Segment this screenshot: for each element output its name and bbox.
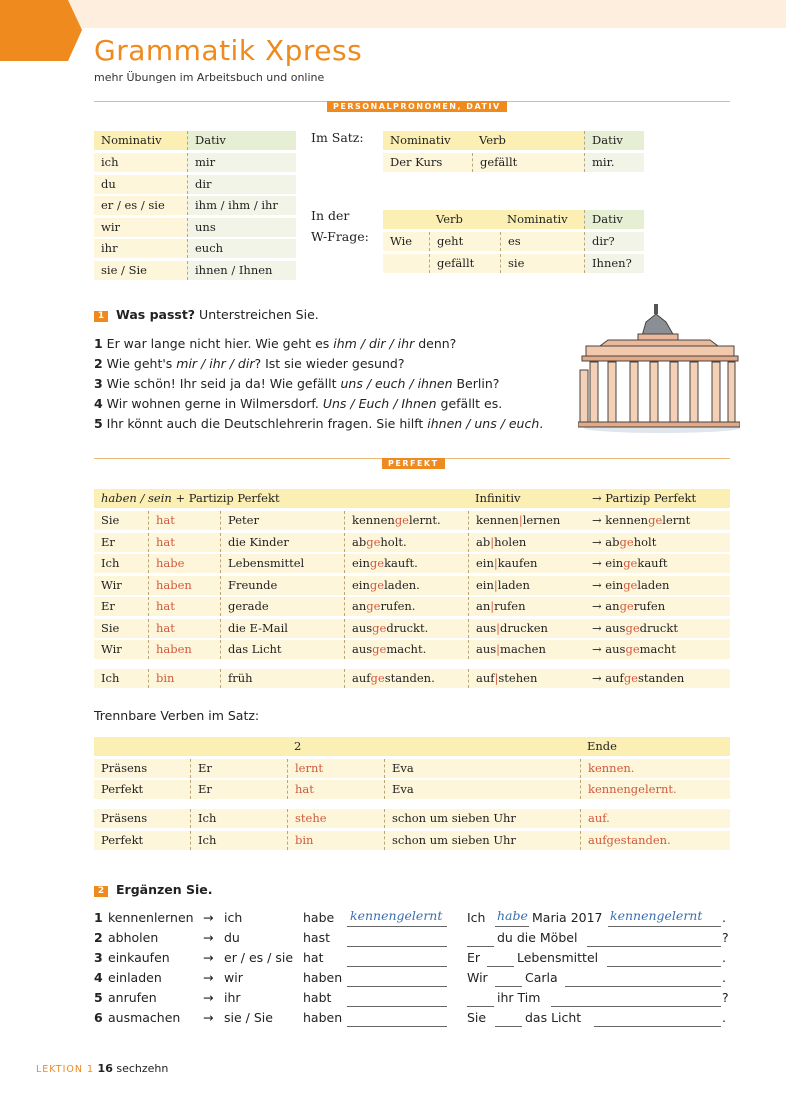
trenn-row <box>94 780 730 799</box>
item-text-pre: Er war lange nicht hier. Wie geht es <box>102 336 334 351</box>
partizip-perfekt: → kennengelernt <box>585 511 730 530</box>
exercise-1-instruction: Unterstreichen Sie. <box>199 307 319 322</box>
ex2-number: 2 <box>94 930 103 945</box>
ex2-pronoun: du <box>224 930 240 945</box>
item-options: uns / euch / ihnen <box>340 376 453 391</box>
item-text-post: gefällt es. <box>436 396 503 411</box>
subject: Wir <box>94 640 148 659</box>
exercise-number: 1 <box>94 311 108 322</box>
w-frage-row <box>383 232 644 251</box>
ex2-pronoun: er / es / sie <box>224 950 294 965</box>
ex2-number: 4 <box>94 970 103 985</box>
w-frage-header <box>383 210 644 229</box>
ex2-answer-field <box>347 992 447 1007</box>
object: die Kinder <box>220 533 344 552</box>
ex2-participle-answer: kennengelernt <box>610 908 703 923</box>
subject: Er <box>94 533 148 552</box>
perfekt-row <box>94 576 730 595</box>
partizip: angerufen. <box>344 597 468 616</box>
ex2-sentence-start: Wir <box>467 970 488 985</box>
ex2-aux: haben <box>303 1010 343 1025</box>
trenn-row <box>94 809 730 828</box>
position-2: 2 <box>287 737 384 756</box>
ex2-punct: ? <box>722 930 729 945</box>
table-cell: dir <box>187 175 296 194</box>
ex2-participle-blank <box>565 972 721 987</box>
ex2-sentence-mid: du die Möbel <box>497 930 578 945</box>
ex2-aux: haben <box>303 970 343 985</box>
table-cell <box>383 210 429 229</box>
ex2-sentence-mid: Lebensmittel <box>517 950 599 965</box>
ex2-pronoun: ich <box>224 910 243 925</box>
auxiliary: habe <box>148 554 220 573</box>
partizip-perfekt: → ausgedruckt <box>585 619 730 638</box>
partizip-perfekt: → eingekauft <box>585 554 730 573</box>
partizip: kennengelernt. <box>344 511 468 530</box>
table-cell: Perfekt <box>94 780 190 799</box>
ex2-arrow: → <box>203 1010 214 1025</box>
perfekt-row <box>94 511 730 530</box>
item-options: ihnen / uns / euch <box>427 416 540 431</box>
table-cell: hat <box>287 780 384 799</box>
pronoun-row <box>94 196 296 215</box>
table-cell: gefällt <box>472 153 584 172</box>
table-cell <box>383 254 429 273</box>
infinitiv: ein|laden <box>468 576 585 595</box>
subject: Sie <box>94 511 148 530</box>
ex2-arrow: → <box>203 930 214 945</box>
table-cell: bin <box>287 831 384 850</box>
table-cell: kennen. <box>580 759 730 778</box>
ex2-aux-answer: habe <box>497 908 528 923</box>
perfekt-row <box>94 533 730 552</box>
table-cell: ihr <box>94 239 187 258</box>
object: gerade <box>220 597 344 616</box>
item-options: ihm / dir / ihr <box>333 336 415 351</box>
trenn-row <box>94 759 730 778</box>
im-satz-label: Im Satz: <box>311 130 364 145</box>
perfekt-row-sein <box>94 669 730 688</box>
subject: Ich <box>94 554 148 573</box>
ex2-verb: kennenlernen <box>108 910 194 925</box>
table-cell: Präsens <box>94 759 190 778</box>
auxiliary: haben <box>148 640 220 659</box>
table-cell: geht <box>429 232 500 251</box>
header-partizip-perfekt: → Partizip Perfekt <box>585 489 730 508</box>
table-cell: schon um sieben Uhr <box>384 809 580 828</box>
header-infinitiv: Infinitiv <box>468 489 585 508</box>
ex2-punct: . <box>722 1010 726 1025</box>
page-subtitle: mehr Übungen im Arbeitsbuch und online <box>94 71 325 84</box>
im-satz-header <box>383 131 644 150</box>
ex2-aux-blank <box>495 972 522 987</box>
table-cell <box>384 737 580 756</box>
item-number: 1 <box>94 336 103 351</box>
infinitiv: aus|drucken <box>468 619 585 638</box>
table-cell: stehe <box>287 809 384 828</box>
infinitiv: an|rufen <box>468 597 585 616</box>
item-options: mir / ihr / dir <box>176 356 255 371</box>
exercise-1-bold: Was passt? <box>116 307 196 322</box>
table-cell: Dativ <box>584 210 644 229</box>
perfekt-row <box>94 640 730 659</box>
table-cell: es <box>500 232 584 251</box>
item-text-pre: Wir wohnen gerne in Wilmersdorf. <box>102 396 323 411</box>
footer-page-number: 16 <box>97 1062 113 1075</box>
ex2-aux-blank <box>487 952 514 967</box>
ex2-sentence-start: Er <box>467 950 481 965</box>
ex2-verb: ausmachen <box>108 1010 181 1025</box>
table-cell: aufgestanden. <box>580 831 730 850</box>
exercise-1-heading <box>94 307 319 322</box>
table-cell: mir <box>187 153 296 172</box>
table-cell <box>190 737 287 756</box>
ex2-verb: anrufen <box>108 990 157 1005</box>
exercise-2-heading <box>94 882 213 897</box>
ex2-sentence-mid: Maria 2017 <box>532 910 603 925</box>
auxiliary: hat <box>148 533 220 552</box>
table-cell: Ich <box>190 809 287 828</box>
item-number: 4 <box>94 396 103 411</box>
ex2-arrow: → <box>203 910 214 925</box>
ex2-number: 3 <box>94 950 103 965</box>
item-text-post: ? Ist sie wieder gesund? <box>254 356 405 371</box>
table-cell: Der Kurs <box>383 153 472 172</box>
partizip-perfekt: → abgeholt <box>585 533 730 552</box>
subject: Ich <box>94 669 148 688</box>
ex2-number: 6 <box>94 1010 103 1025</box>
exercise-1-item <box>94 396 502 411</box>
ex2-answer-field <box>347 932 447 947</box>
auxiliary: hat <box>148 597 220 616</box>
exercise-number-2: 2 <box>94 886 108 897</box>
object: Peter <box>220 511 344 530</box>
table-cell: uns <box>187 218 296 237</box>
table-cell: auf. <box>580 809 730 828</box>
pronoun-header-row <box>94 131 296 150</box>
ex2-punct: . <box>722 970 726 985</box>
object: früh <box>220 669 344 688</box>
ex2-aux-blank <box>467 932 494 947</box>
auxiliary: hat <box>148 511 220 530</box>
partizip: eingekauft. <box>344 554 468 573</box>
object: die E-Mail <box>220 619 344 638</box>
table-cell: euch <box>187 239 296 258</box>
ex2-participle-blank <box>608 908 721 927</box>
infinitiv: auf|stehen <box>468 669 585 688</box>
ex2-arrow: → <box>203 970 214 985</box>
perfekt-row <box>94 554 730 573</box>
ex2-answer-field <box>347 1012 447 1027</box>
table-cell: schon um sieben Uhr <box>384 831 580 850</box>
table-cell: Ich <box>190 831 287 850</box>
footer <box>36 1062 168 1075</box>
table-cell: Verb <box>429 210 500 229</box>
ex2-pronoun: ihr <box>224 990 241 1005</box>
object: das Licht <box>220 640 344 659</box>
table-cell: Nominativ <box>94 131 187 150</box>
position-end: Ende <box>580 737 730 756</box>
chapter-tab <box>0 0 82 61</box>
partizip: eingeladen. <box>344 576 468 595</box>
footer-page-word: sechzehn <box>116 1062 169 1075</box>
ex2-participle-blank <box>551 992 721 1007</box>
ex2-punct: . <box>722 910 726 925</box>
table-cell: sie / Sie <box>94 261 187 280</box>
item-number: 2 <box>94 356 103 371</box>
section-label-perfekt: PERFEKT <box>382 458 445 469</box>
ex2-pronoun: sie / Sie <box>224 1010 273 1025</box>
infinitiv: kennen|lernen <box>468 511 585 530</box>
exercise-1-item <box>94 376 499 391</box>
table-cell: Verb <box>472 131 584 150</box>
ex2-answer-field <box>347 972 447 987</box>
pronoun-row <box>94 239 296 258</box>
table-cell: ihnen / Ihnen <box>187 261 296 280</box>
perfekt-row <box>94 597 730 616</box>
ex2-number: 5 <box>94 990 103 1005</box>
im-satz-row <box>383 153 644 172</box>
ex2-aux-blank <box>495 908 529 927</box>
exercise-1-item <box>94 356 404 371</box>
table-cell: dir? <box>584 232 644 251</box>
subject: Wir <box>94 576 148 595</box>
pronoun-row <box>94 261 296 280</box>
ex2-arrow: → <box>203 950 214 965</box>
ex2-aux: hast <box>303 930 330 945</box>
table-cell: lernt <box>287 759 384 778</box>
auxiliary: bin <box>148 669 220 688</box>
perfekt-header-left <box>94 489 468 508</box>
trenn-row <box>94 831 730 850</box>
ex2-punct: ? <box>722 990 729 1005</box>
page-title: Grammatik Xpress <box>94 34 363 67</box>
infinitiv: ein|kaufen <box>468 554 585 573</box>
item-text-pre: Ihr könnt auch die Deutschlehrerin fragen. Sie hilft <box>102 416 428 431</box>
top-band <box>0 0 786 28</box>
header-haben-sein: haben / sein <box>101 491 172 505</box>
ex2-answer-field <box>347 908 447 927</box>
table-cell: Wie <box>383 232 429 251</box>
ex2-pronoun: wir <box>224 970 243 985</box>
table-cell: Präsens <box>94 809 190 828</box>
ex2-aux: habt <box>303 990 332 1005</box>
ex2-punct: . <box>722 950 726 965</box>
header-partizip: + Partizip Perfekt <box>171 491 280 505</box>
item-text-post: Berlin? <box>452 376 500 391</box>
ex2-verb: einkaufen <box>108 950 170 965</box>
partizip: abgeholt. <box>344 533 468 552</box>
brandenburg-gate-illustration <box>578 300 740 435</box>
item-text-post: . <box>539 416 544 431</box>
exercise-2-instruction: Ergänzen Sie. <box>116 882 213 897</box>
partizip: aufgestanden. <box>344 669 468 688</box>
auxiliary: hat <box>148 619 220 638</box>
table-cell: Nominativ <box>383 131 472 150</box>
item-text-pre: Wie geht's <box>102 356 177 371</box>
table-cell: ihm / ihm / ihr <box>187 196 296 215</box>
trenn-label: Trennbare Verben im Satz: <box>94 708 260 723</box>
item-text-pre: Wie schön! Ihr seid ja da! Wie gefällt <box>102 376 341 391</box>
object: Lebensmittel <box>220 554 344 573</box>
ex2-answer-field <box>347 952 447 967</box>
ex2-sentence-start: Sie <box>467 1010 487 1025</box>
item-number: 3 <box>94 376 103 391</box>
item-text-post: denn? <box>414 336 457 351</box>
ex2-aux: hat <box>303 950 324 965</box>
ex2-participle-blank <box>594 1012 721 1027</box>
ex2-participle-blank <box>607 952 721 967</box>
table-cell: Er <box>190 780 287 799</box>
table-cell: wir <box>94 218 187 237</box>
ex2-aux-blank <box>495 1012 522 1027</box>
table-cell: mir. <box>584 153 644 172</box>
subject: Sie <box>94 619 148 638</box>
table-cell: er / es / sie <box>94 196 187 215</box>
w-frage-label-2: W-Frage: <box>311 229 369 244</box>
pronoun-row <box>94 153 296 172</box>
section-label-personalpronomen: PERSONALPRONOMEN, DATIV <box>327 101 507 112</box>
ex2-number: 1 <box>94 910 103 925</box>
table-cell: Ihnen? <box>584 254 644 273</box>
ex2-sentence-start: Ich <box>467 910 486 925</box>
infinitiv: ab|holen <box>468 533 585 552</box>
table-cell: sie <box>500 254 584 273</box>
partizip: ausgedruckt. <box>344 619 468 638</box>
pronoun-row <box>94 218 296 237</box>
table-cell: ich <box>94 153 187 172</box>
table-cell: Dativ <box>584 131 644 150</box>
table-cell: Eva <box>384 759 580 778</box>
ex2-sentence-mid: das Licht <box>525 1010 582 1025</box>
perfekt-row <box>94 619 730 638</box>
ex2-arrow: → <box>203 990 214 1005</box>
pronoun-row <box>94 175 296 194</box>
table-cell: kennengelernt. <box>580 780 730 799</box>
table-cell: du <box>94 175 187 194</box>
ex2-aux-blank <box>467 992 494 1007</box>
table-cell: Dativ <box>187 131 296 150</box>
partizip-perfekt: → angerufen <box>585 597 730 616</box>
table-cell: Nominativ <box>500 210 584 229</box>
infinitiv: aus|machen <box>468 640 585 659</box>
ex2-verb: abholen <box>108 930 159 945</box>
ex2-answer: kennengelernt <box>350 908 443 923</box>
table-cell: Perfekt <box>94 831 190 850</box>
exercise-1-item <box>94 336 456 351</box>
subject: Er <box>94 597 148 616</box>
ex2-participle-blank <box>587 932 721 947</box>
w-frage-row <box>383 254 644 273</box>
partizip-perfekt: → aufgestanden <box>585 669 730 688</box>
partizip-perfekt: → eingeladen <box>585 576 730 595</box>
ex2-sentence-mid: ihr Tim <box>497 990 541 1005</box>
table-cell: gefällt <box>429 254 500 273</box>
trenn-header-row <box>94 737 730 756</box>
object: Freunde <box>220 576 344 595</box>
table-cell: Er <box>190 759 287 778</box>
ex2-aux: habe <box>303 910 335 925</box>
w-frage-label-1: In der <box>311 208 350 223</box>
exercise-1-item <box>94 416 543 431</box>
footer-lektion: LEKTION 1 <box>36 1064 95 1075</box>
item-number: 5 <box>94 416 103 431</box>
partizip-perfekt: → ausgemacht <box>585 640 730 659</box>
ex2-sentence-mid: Carla <box>525 970 558 985</box>
partizip: ausgemacht. <box>344 640 468 659</box>
auxiliary: haben <box>148 576 220 595</box>
table-cell: Eva <box>384 780 580 799</box>
perfekt-header-row <box>94 489 730 508</box>
item-options: Uns / Euch / Ihnen <box>322 396 437 411</box>
ex2-verb: einladen <box>108 970 162 985</box>
table-cell <box>94 737 190 756</box>
